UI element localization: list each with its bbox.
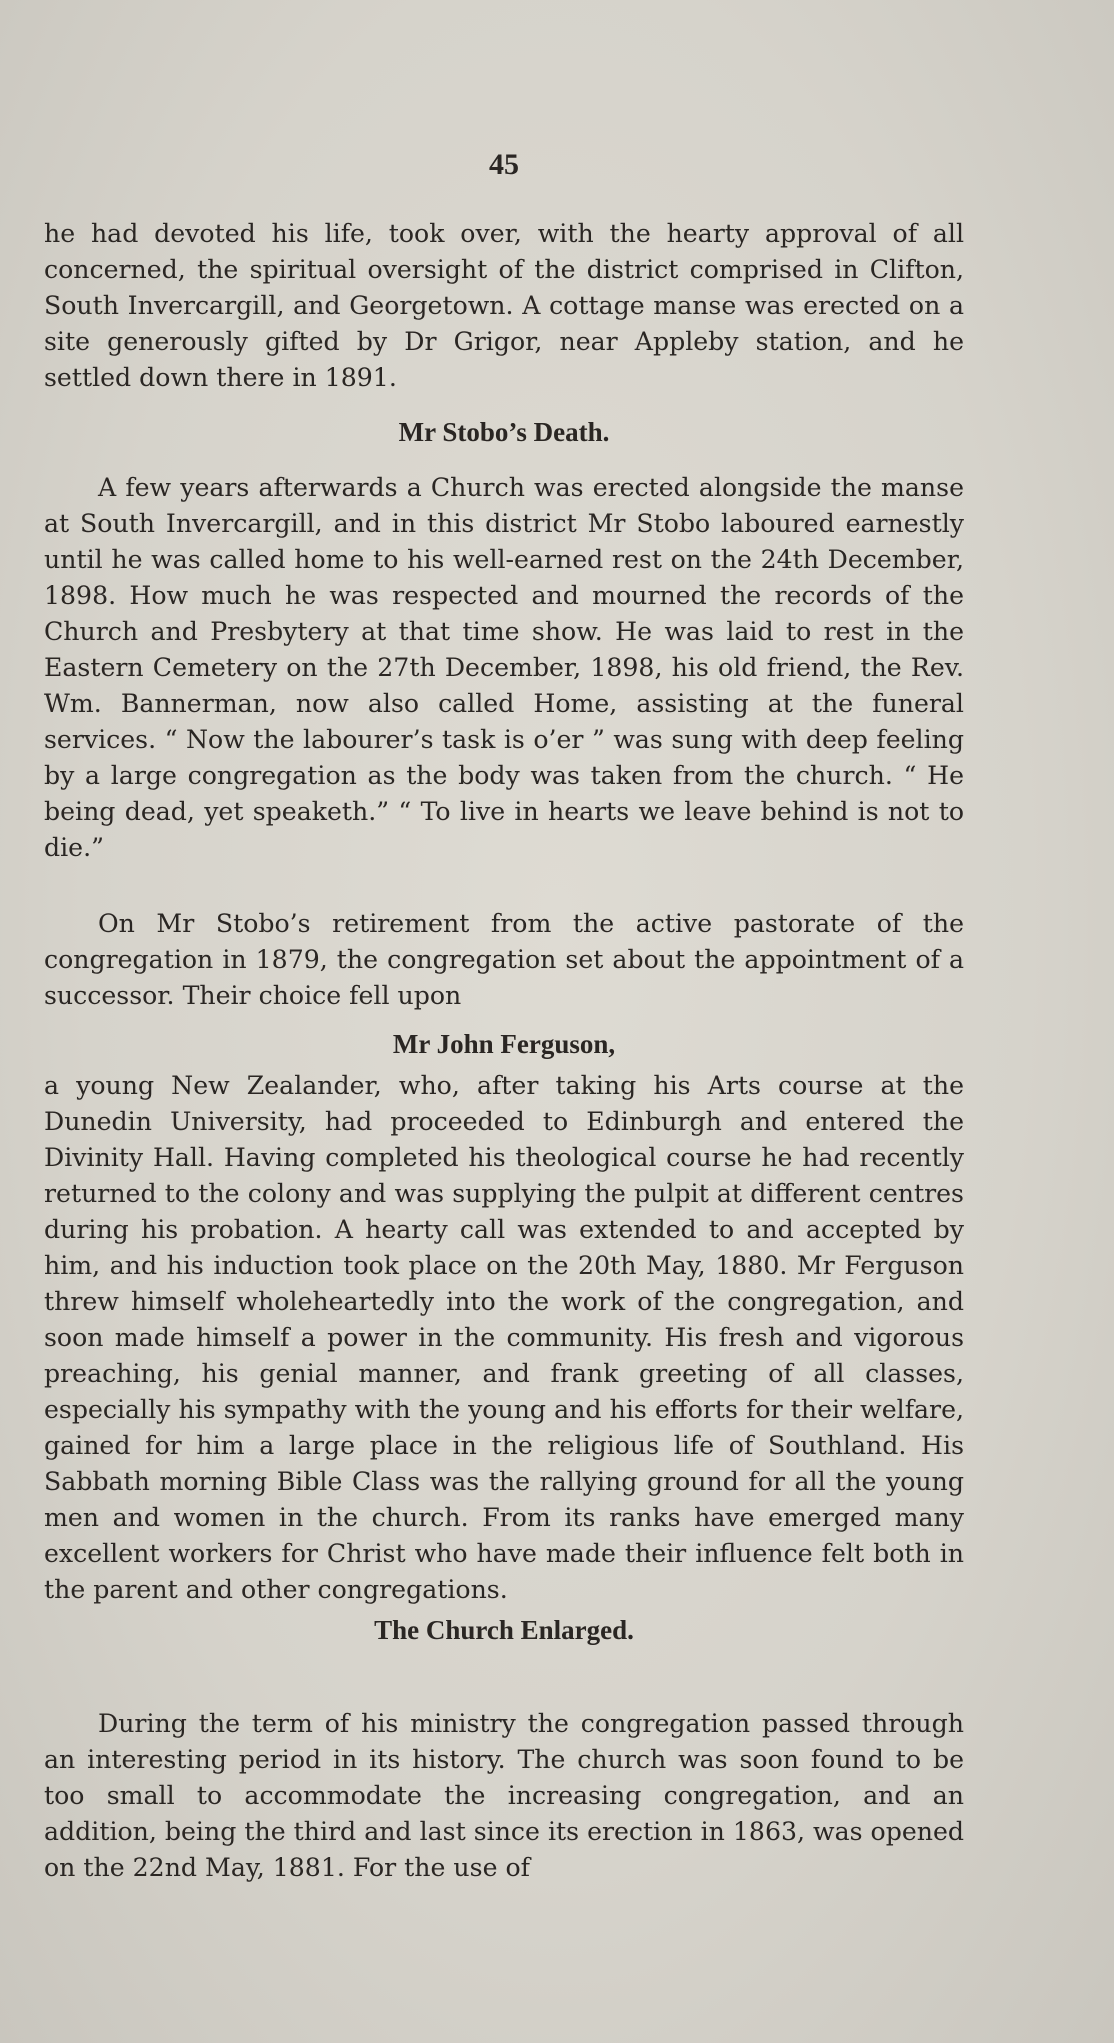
paragraph-manse: he had devoted his life, took over, with the hearty approval of all concerned, the spiritual oversight of the district comprised in Clifton, South Invercargill, and Georgetown. A cottage manse was erected on a site generously gifted by Dr Grigor, near Appleby station, and he settled down there in 1891. [44,219,964,392]
page-number: 45 [489,148,519,181]
paragraph-church-enlarged: During the term of his ministry the congregation passed through an interesting period in its history. The church was soon found to be too small to accommodate the increasing congregation, and an addition, being the third and last since its erection in 1863, was opened on the 22nd May, 1881. For the use of [44,1709,964,1882]
heading-church-enlarged: The Church Enlarged. [374,1615,634,1645]
paragraph-retirement: On Mr Stobo’s retirement from the active pastorate of the congregation in 1879, the congregation set about the appointment of a successor. Their choice fell upon [44,909,964,1010]
heading-stobo-death: Mr Stobo’s Death. [398,417,610,447]
paragraph-ferguson: a young New Zealander, who, after taking his Arts course at the Dunedin University, had proceeded to Edinburgh and entered the Divinity Hall. Having completed his theological course he had recently returned to the colony and was supplying the pulpit at different centres during his probation. A hearty call was extended to and accepted by him, and his induction took place on the 20th May, 1880. Mr Ferguson threw himself wholeheartedly into the work of the congregation, and soon made himself a power in the community. His fresh and vigorous preaching, his genial manner, and frank greeting of all classes, especially his sympathy with the young and his efforts for their welfare, gained for him a large place in the religious life of Southland. His Sabbath morning Bible Class was the rallying ground for all the young men and women in the church. From its ranks have emerged many excellent workers for Christ who have made their influence felt both in the parent and other congregations. [44,1071,964,1604]
heading-john-ferguson: Mr John Ferguson, [392,1029,616,1059]
paragraph-stobo-death: A few years afterwards a Church was erected alongside the manse at South Invercargill, and in this district Mr Stobo laboured earnestly until he was called home to his well-earned rest on the 24th December, 1898. How much he was respected and mourned the records of the Church and Presbytery at that time show. He was laid to rest in the Eastern Cemetery on the 27th December, 1898, his old friend, the Rev. Wm. Bannerman, now also called Home, assisting at the funeral services. “ Now the labourer’s task is o’er ” was sung with deep feeling by a large congregation as the body was taken from the church. “ He being dead, yet speaketh.” “ To live in hearts we leave behind is not to die.” [44,473,964,862]
